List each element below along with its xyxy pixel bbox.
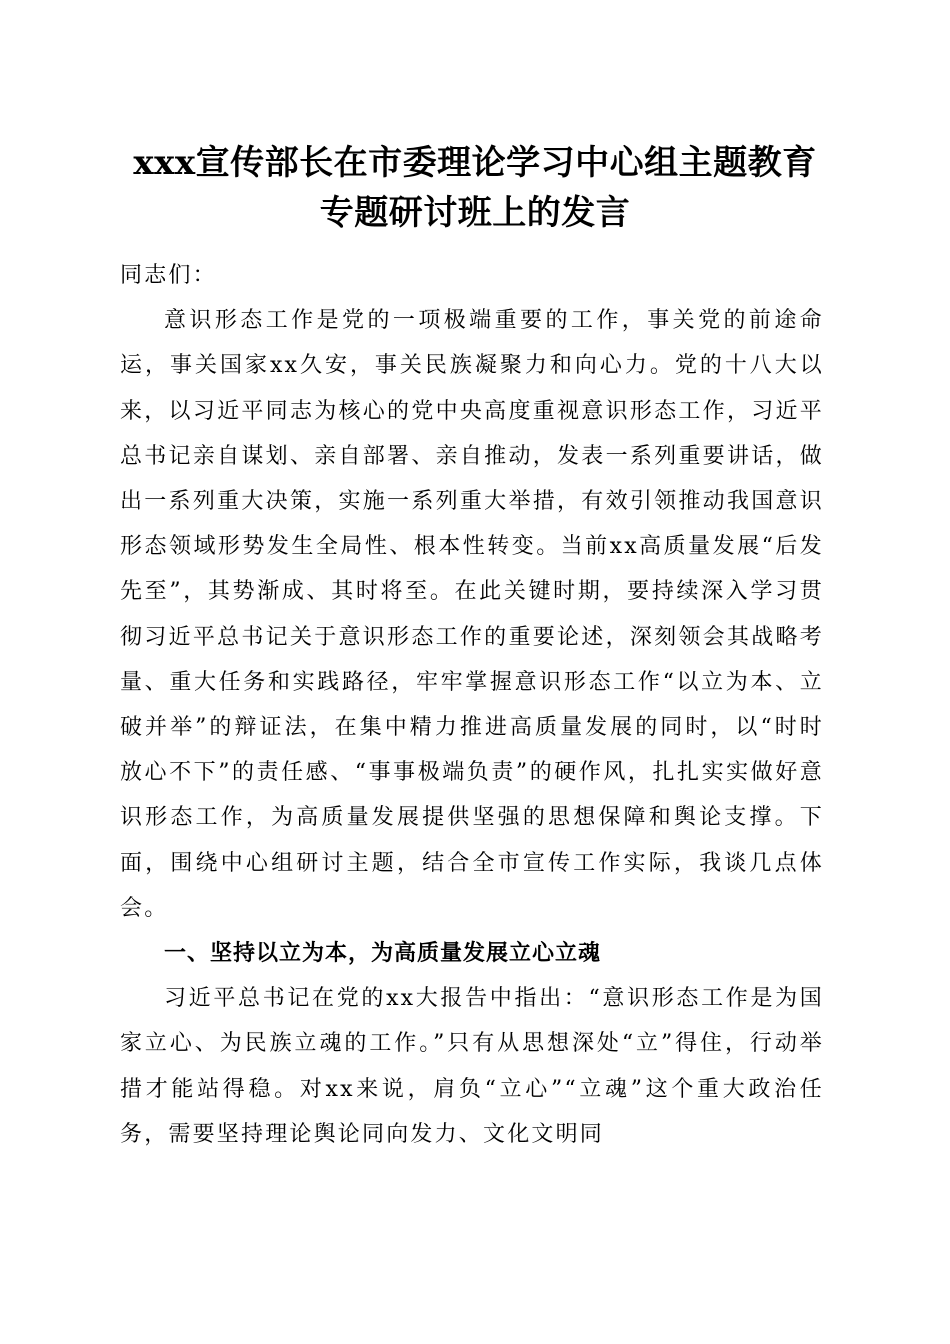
document-title: [100, 138, 850, 238]
paragraph-section-1: 习近平总书记在党的xx大报告中指出：“意识形态工作是为国家立心、为民族立魂的工作。”只有从思想深处“立”得住，行动举措才能站得稳。对xx来说，肩负“立心”“立魂”这个重大政治任务，需要坚持理论舆论同向发力、文化文明同: [120, 986, 824, 1147]
salutation: 同志们：: [120, 263, 217, 288]
title-line-1: xxx宣传部长在市委理论学习中心组主题教育: [133, 143, 817, 183]
section-heading-1: 一、坚持以立为本，为高质量发展立心立魂: [164, 941, 602, 967]
document-body: [120, 253, 824, 1157]
paragraph-intro: 意识形态工作是党的一项极端重要的工作，事关党的前途命运，事关国家xx久安，事关民族凝聚力和向心力。党的十八大以来，以习近平同志为核心的党中央高度重视意识形态工作，习近平总书记亲自谋划、亲自部署、亲自推动，发表一系列重要讲话，做出一系列重大决策，实施一系列重大举措，有效引领推动我国意识形态领域形势发生全局性、根本性转变。当前xx高质量发展“后发先至”，其势渐成、其时将至。在此关键时期，要持续深入学习贯彻习近平总书记关于意识形态工作的重要论述，深刻领会其战略考量、重大任务和实践路径，牢牢掌握意识形态工作“以立为本、立破并举”的辩证法，在集中精力推进高质量发展的同时，以“时时放心不下”的责任感、“事事极端负责”的硬作风，扎扎实实做好意识形态工作，为高质量发展提供坚强的思想保障和舆论支撑。下面，围绕中心组研讨主题，结合全市宣传工作实际，我谈几点体会。: [120, 308, 824, 921]
title-line-2: 专题研讨班上的发言: [319, 193, 631, 233]
